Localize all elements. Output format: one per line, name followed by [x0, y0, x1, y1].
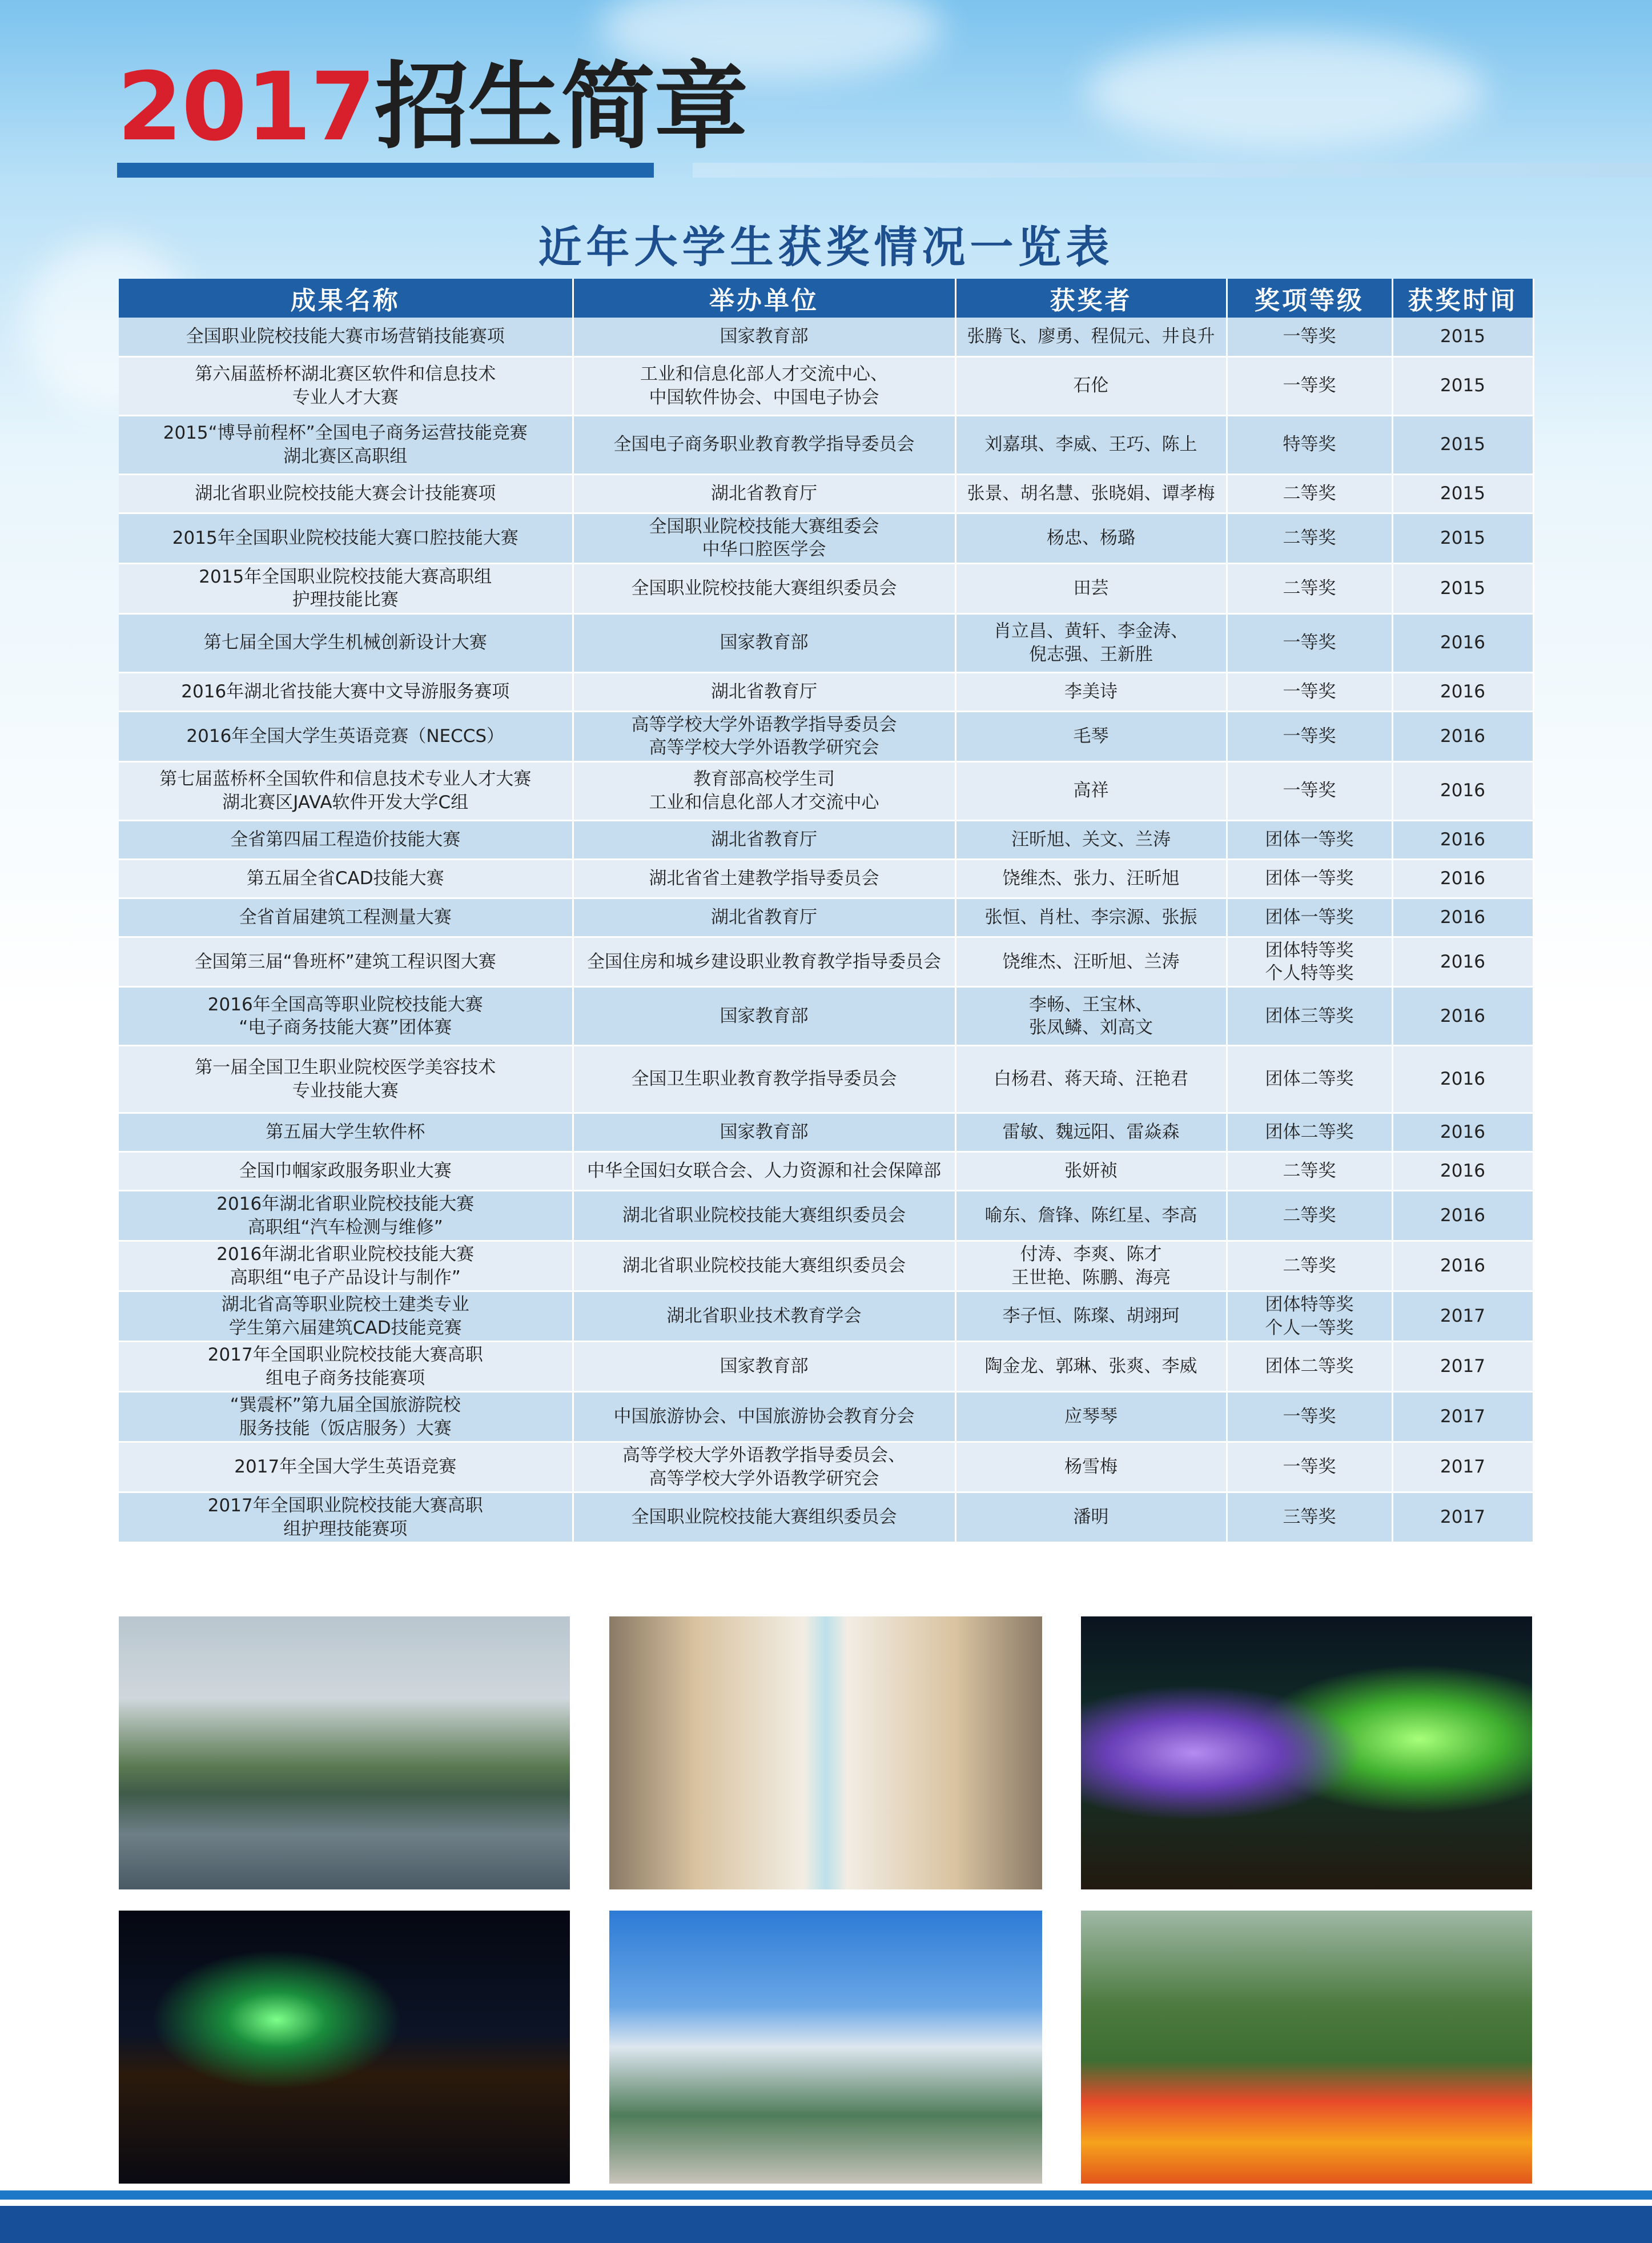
table-row: [119, 937, 1533, 987]
table-cell: 2015“博导前程杯”全国电子商务运营技能竞赛 湖北赛区高职组: [119, 415, 573, 474]
table-row: [119, 563, 1533, 613]
table-cell: 2017: [1392, 1291, 1533, 1342]
table-cell: 一等奖: [1227, 356, 1392, 415]
table-cell: 全国第三届“鲁班杯”建筑工程识图大赛: [119, 937, 573, 987]
table-cell: 团体三等奖: [1227, 987, 1392, 1046]
table-cell: 团体一等奖: [1227, 859, 1392, 898]
table-cell: 肖立昌、黄轩、李金涛、 倪志强、王新胜: [955, 613, 1227, 672]
table-cell: 2016年全国大学生英语竞赛（NECCS）: [119, 711, 573, 761]
table-row: [119, 859, 1533, 898]
table-cell: 一等奖: [1227, 318, 1392, 356]
table-cell: 第六届蓝桥杯湖北赛区软件和信息技术 专业人才大赛: [119, 356, 573, 415]
table-cell: 湖北省高等职业院校土建类专业 学生第六届建筑CAD技能竞赛: [119, 1291, 573, 1342]
table-cell: 工业和信息化部人才交流中心、 中国软件协会、中国电子协会: [573, 356, 955, 415]
table-cell: 雷敏、魏远阳、雷焱森: [955, 1113, 1227, 1152]
table-cell: 2016: [1392, 820, 1533, 859]
table-row: [119, 1046, 1533, 1113]
table-cell: 三等奖: [1227, 1492, 1392, 1543]
table-cell: 2016年全国高等职业院校技能大赛 “电子商务技能大赛”团体赛: [119, 987, 573, 1046]
table-cell: 应琴琴: [955, 1392, 1227, 1442]
table-row: [119, 1152, 1533, 1191]
table-cell: 杨雪梅: [955, 1442, 1227, 1492]
table-cell: 2015: [1392, 474, 1533, 513]
column-header: 举办单位: [573, 279, 955, 318]
table-cell: 2016: [1392, 1046, 1533, 1113]
table-cell: 一等奖: [1227, 711, 1392, 761]
table-row: [119, 672, 1533, 711]
table-header-row: [119, 279, 1533, 318]
table-cell: 潘明: [955, 1492, 1227, 1543]
table-cell: 2016年湖北省技能大赛中文导游服务赛项: [119, 672, 573, 711]
table-cell: 二等奖: [1227, 1191, 1392, 1241]
night-fountain-photo: [1081, 1616, 1532, 1889]
table-cell: 一等奖: [1227, 672, 1392, 711]
table-cell: 团体特等奖 个人特等奖: [1227, 937, 1392, 987]
table-cell: 一等奖: [1227, 761, 1392, 820]
table-cell: 2016: [1392, 1191, 1533, 1241]
table-cell: 汪昕旭、关文、兰涛: [955, 820, 1227, 859]
dormitory-photo: [609, 1616, 1042, 1889]
table-cell: 高等学校大学外语教学指导委员会、 高等学校大学外语教学研究会: [573, 1442, 955, 1492]
table-cell: 2015年全国职业院校技能大赛高职组 护理技能比赛: [119, 563, 573, 613]
table-row: [119, 820, 1533, 859]
table-cell: 2017: [1392, 1342, 1533, 1392]
campus-lake-photo: [119, 1616, 570, 1889]
table-cell: 湖北省职业技术教育学会: [573, 1291, 955, 1342]
table-cell: 全国卫生职业教育教学指导委员会: [573, 1046, 955, 1113]
table-cell: 白杨君、蒋天琦、汪艳君: [955, 1046, 1227, 1113]
column-header: 奖项等级: [1227, 279, 1392, 318]
awards-table-body: [119, 318, 1533, 1543]
main-building-photo: [609, 1911, 1042, 2184]
table-cell: 高等学校大学外语教学指导委员会 高等学校大学外语教学研究会: [573, 711, 955, 761]
column-header: 获奖者: [955, 279, 1227, 318]
table-cell: 中华全国妇女联合会、人力资源和社会保障部: [573, 1152, 955, 1191]
table-cell: 全国巾帼家政服务职业大赛: [119, 1152, 573, 1191]
table-cell: 李美诗: [955, 672, 1227, 711]
table-cell: 2016: [1392, 898, 1533, 937]
table-cell: 第五届全省CAD技能大赛: [119, 859, 573, 898]
table-cell: 全国职业院校技能大赛组委会 中华口腔医学会: [573, 513, 955, 563]
table-cell: 李子恒、陈璨、胡翊珂: [955, 1291, 1227, 1342]
night-lake-photo: [119, 1911, 570, 2184]
table-cell: 全国职业院校技能大赛市场营销技能赛项: [119, 318, 573, 356]
header-divider: [693, 163, 1652, 178]
table-cell: 二等奖: [1227, 513, 1392, 563]
table-cell: 2016: [1392, 761, 1533, 820]
table-cell: 2016年湖北省职业院校技能大赛 高职组“汽车检测与维修”: [119, 1191, 573, 1241]
table-row: [119, 761, 1533, 820]
title-year: 2017: [117, 52, 375, 162]
table-cell: 2015: [1392, 513, 1533, 563]
table-cell: 湖北省职业院校技能大赛组织委员会: [573, 1241, 955, 1291]
table-cell: 团体二等奖: [1227, 1342, 1392, 1392]
footer-stripe: [0, 2190, 1652, 2200]
table-cell: 湖北省职业院校技能大赛会计技能赛项: [119, 474, 573, 513]
table-cell: 国家教育部: [573, 318, 955, 356]
table-cell: 张妍祯: [955, 1152, 1227, 1191]
table-cell: 二等奖: [1227, 1241, 1392, 1291]
table-row: [119, 987, 1533, 1046]
table-cell: 一等奖: [1227, 1392, 1392, 1442]
table-cell: 2016年湖北省职业院校技能大赛 高职组“电子产品设计与制作”: [119, 1241, 573, 1291]
table-cell: 高祥: [955, 761, 1227, 820]
table-cell: 毛琴: [955, 711, 1227, 761]
table-cell: 杨忠、杨璐: [955, 513, 1227, 563]
table-cell: 一等奖: [1227, 613, 1392, 672]
table-cell: 二等奖: [1227, 1152, 1392, 1191]
table-heading: 近年大学生获奖情况一览表: [538, 222, 1114, 272]
table-cell: 第七届全国大学生机械创新设计大赛: [119, 613, 573, 672]
table-cell: 团体二等奖: [1227, 1046, 1392, 1113]
table-cell: 2016: [1392, 613, 1533, 672]
table-row: [119, 1113, 1533, 1152]
table-cell: 张景、胡名慧、张晓娟、谭孝梅: [955, 474, 1227, 513]
table-cell: 湖北省教育厅: [573, 820, 955, 859]
table-cell: 2016: [1392, 1152, 1533, 1191]
table-cell: 2015: [1392, 415, 1533, 474]
table-cell: 全国住房和城乡建设职业教育教学指导委员会: [573, 937, 955, 987]
table-cell: 陶金龙、郭琳、张爽、李威: [955, 1342, 1227, 1392]
table-row: [119, 1442, 1533, 1492]
table-cell: 2016: [1392, 1241, 1533, 1291]
table-cell: 李畅、王宝林、 张凤鳞、刘高文: [955, 987, 1227, 1046]
table-cell: 二等奖: [1227, 474, 1392, 513]
table-cell: 刘嘉琪、李威、王巧、陈上: [955, 415, 1227, 474]
table-cell: 饶维杰、汪昕旭、兰涛: [955, 937, 1227, 987]
table-row: [119, 356, 1533, 415]
table-cell: 全国职业院校技能大赛组织委员会: [573, 1492, 955, 1543]
table-cell: 饶维杰、张力、汪昕旭: [955, 859, 1227, 898]
table-cell: 中国旅游协会、中国旅游协会教育分会: [573, 1392, 955, 1442]
table-cell: 湖北省职业院校技能大赛组织委员会: [573, 1191, 955, 1241]
table-cell: 全省第四届工程造价技能大赛: [119, 820, 573, 859]
table-cell: 2016: [1392, 1113, 1533, 1152]
table-cell: 国家教育部: [573, 613, 955, 672]
table-row: [119, 474, 1533, 513]
table-cell: 团体一等奖: [1227, 820, 1392, 859]
column-header: 获奖时间: [1392, 279, 1533, 318]
table-cell: 2016: [1392, 672, 1533, 711]
table-cell: 湖北省省土建教学指导委员会: [573, 859, 955, 898]
title-text: 招生简章: [375, 52, 747, 162]
column-header: 成果名称: [119, 279, 573, 318]
table-cell: 2015: [1392, 563, 1533, 613]
table-cell: 2017年全国大学生英语竞赛: [119, 1442, 573, 1492]
table-cell: 张恒、肖杜、李宗源、张振: [955, 898, 1227, 937]
table-cell: 2017年全国职业院校技能大赛高职 组电子商务技能赛项: [119, 1342, 573, 1392]
awards-table: [119, 279, 1534, 1543]
table-row: [119, 1492, 1533, 1543]
table-cell: 2015年全国职业院校技能大赛口腔技能大赛: [119, 513, 573, 563]
table-cell: 国家教育部: [573, 1113, 955, 1152]
table-cell: 教育部高校学生司 工业和信息化部人才交流中心: [573, 761, 955, 820]
table-row: [119, 415, 1533, 474]
table-cell: 2016: [1392, 937, 1533, 987]
table-cell: 2015: [1392, 318, 1533, 356]
table-cell: 2017: [1392, 1492, 1533, 1543]
table-cell: 第五届大学生软件杯: [119, 1113, 573, 1152]
table-cell: 张腾飞、廖勇、程侃元、井良升: [955, 318, 1227, 356]
table-cell: 湖北省教育厅: [573, 672, 955, 711]
table-row: [119, 1191, 1533, 1241]
table-cell: 石伦: [955, 356, 1227, 415]
table-cell: 田芸: [955, 563, 1227, 613]
table-row: [119, 898, 1533, 937]
table-row: [119, 513, 1533, 563]
table-cell: 2016: [1392, 859, 1533, 898]
footer-bar: [0, 2206, 1652, 2243]
table-row: [119, 1392, 1533, 1442]
table-row: [119, 1291, 1533, 1342]
table-cell: 全国电子商务职业教育教学指导委员会: [573, 415, 955, 474]
table-cell: 喻东、詹锋、陈红星、李高: [955, 1191, 1227, 1241]
table-cell: 国家教育部: [573, 987, 955, 1046]
table-cell: 第七届蓝桥杯全国软件和信息技术专业人才大赛 湖北赛区JAVA软件开发大学C组: [119, 761, 573, 820]
table-cell: “巽震杯”第九届全国旅游院校 服务技能（饭店服务）大赛: [119, 1392, 573, 1442]
table-cell: 2017: [1392, 1442, 1533, 1492]
table-cell: 第一届全国卫生职业院校医学美容技术 专业技能大赛: [119, 1046, 573, 1113]
table-cell: 全国职业院校技能大赛组织委员会: [573, 563, 955, 613]
table-cell: 团体二等奖: [1227, 1113, 1392, 1152]
table-row: [119, 1342, 1533, 1392]
page-title: [117, 52, 747, 162]
table-cell: 特等奖: [1227, 415, 1392, 474]
table-cell: 国家教育部: [573, 1342, 955, 1392]
table-cell: 团体特等奖 个人一等奖: [1227, 1291, 1392, 1342]
table-cell: 湖北省教育厅: [573, 474, 955, 513]
title-underline: [117, 163, 654, 178]
flower-garden-photo: [1081, 1911, 1532, 2184]
table-cell: 湖北省教育厅: [573, 898, 955, 937]
table-cell: 付涛、李爽、陈才 王世艳、陈鹏、海亮: [955, 1241, 1227, 1291]
table-cell: 二等奖: [1227, 563, 1392, 613]
table-cell: 2016: [1392, 987, 1533, 1046]
table-cell: 2017: [1392, 1392, 1533, 1442]
table-row: [119, 613, 1533, 672]
table-cell: 2015: [1392, 356, 1533, 415]
table-row: [119, 1241, 1533, 1291]
table-cell: 一等奖: [1227, 1442, 1392, 1492]
table-row: [119, 711, 1533, 761]
table-cell: 2017年全国职业院校技能大赛高职 组护理技能赛项: [119, 1492, 573, 1543]
table-row: [119, 318, 1533, 356]
table-cell: 团体一等奖: [1227, 898, 1392, 937]
table-cell: 2016: [1392, 711, 1533, 761]
table-cell: 全省首届建筑工程测量大赛: [119, 898, 573, 937]
